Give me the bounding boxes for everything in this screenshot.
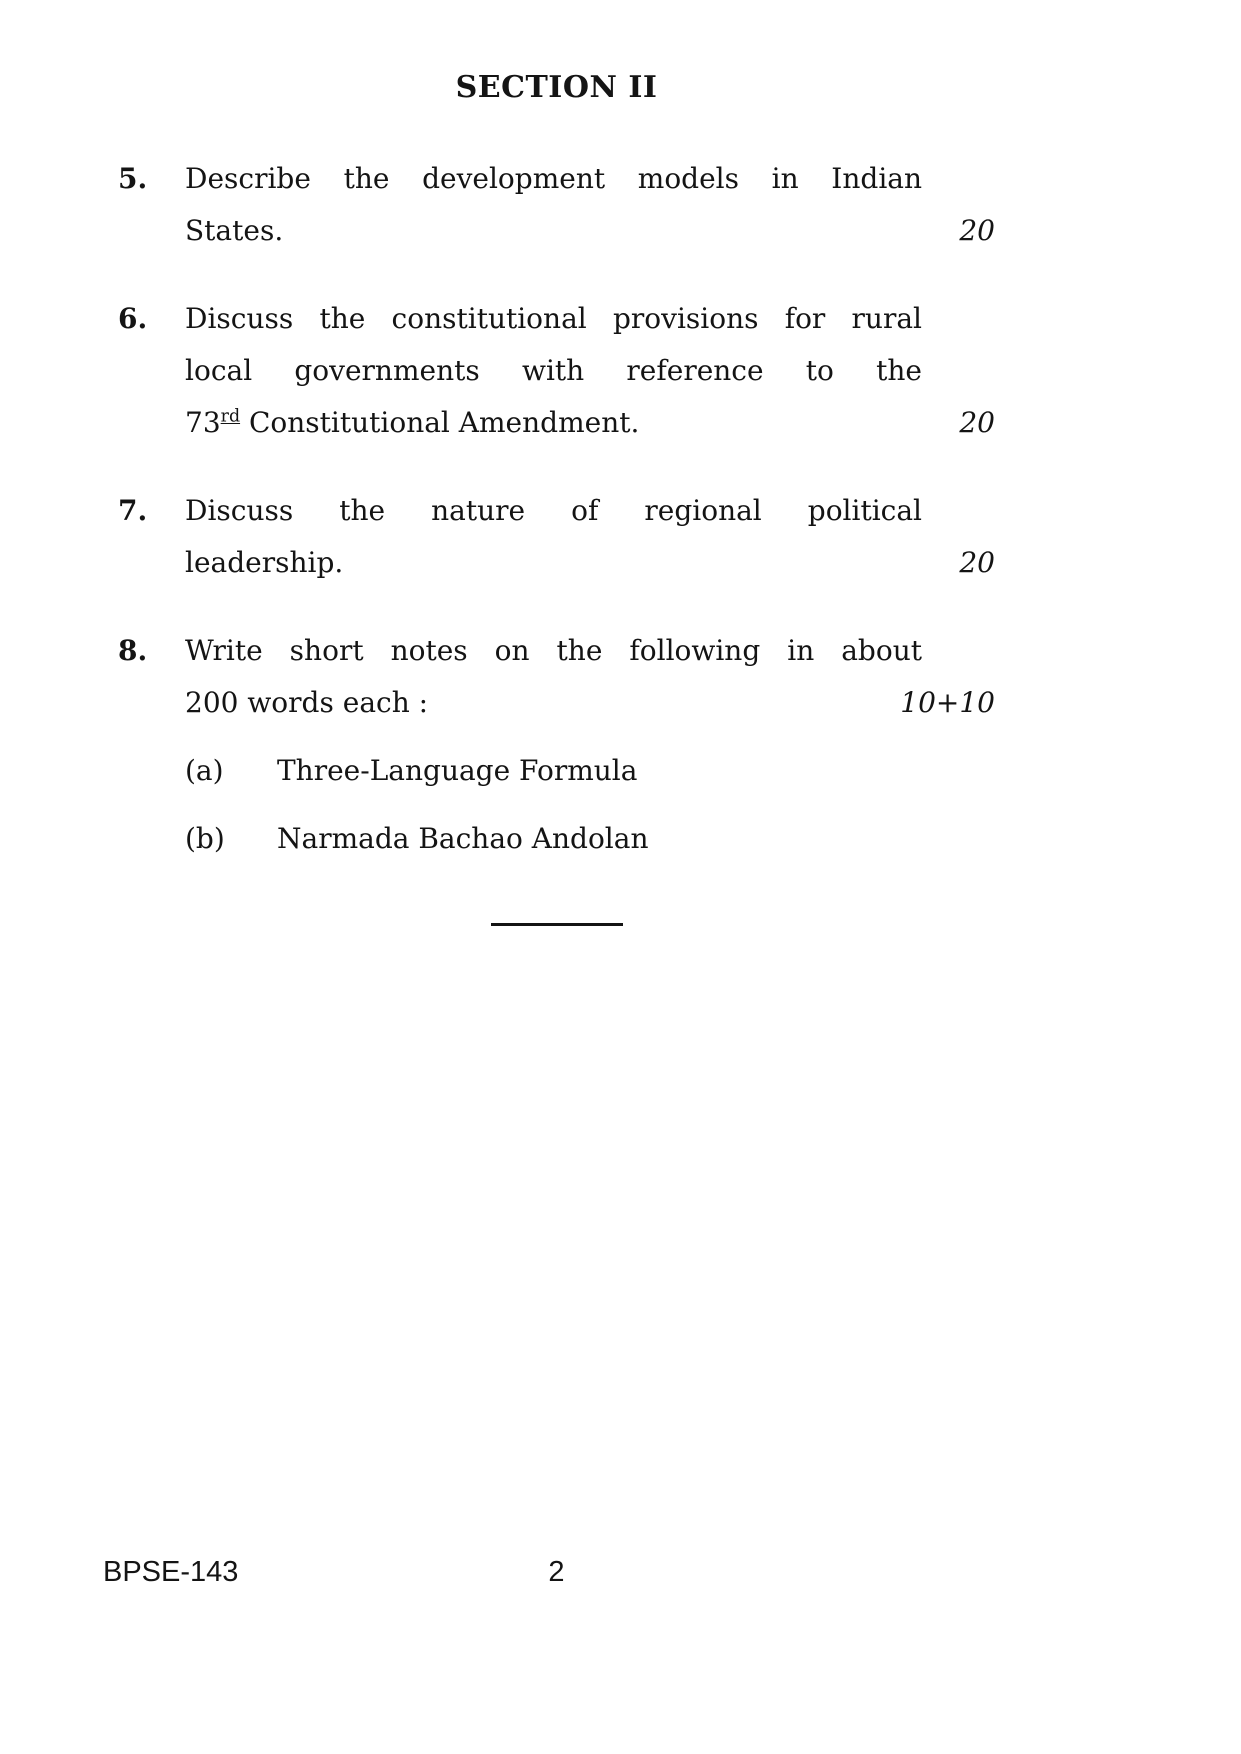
question-text-line: States. — [185, 214, 284, 247]
question-text-wrap — [185, 293, 995, 449]
sub-item-b — [185, 813, 995, 865]
question-number: 5. — [118, 162, 148, 195]
question-text — [185, 153, 922, 257]
question-text-continuation: Constitutional Amendment. — [240, 406, 640, 439]
question-body — [185, 153, 995, 257]
section-title: SECTION II — [455, 70, 658, 105]
sub-item-a — [185, 745, 995, 797]
question-text-line — [185, 397, 922, 449]
page-content — [118, 70, 995, 926]
question-body — [185, 485, 995, 589]
question-text-wrap — [185, 153, 995, 257]
question-number: 7. — [118, 494, 148, 527]
question-body — [185, 625, 995, 865]
ordinal-suffix: rd — [220, 406, 241, 427]
sub-item-text: Three-Language Formula — [277, 754, 638, 787]
question-text-wrap — [185, 485, 995, 589]
question-body — [185, 293, 995, 449]
question-text-line: Describe the development models in Indian — [185, 162, 922, 195]
question-6 — [118, 293, 995, 449]
question-number: 6. — [118, 302, 148, 335]
sub-item-text: Narmada Bachao Andolan — [277, 822, 649, 855]
sub-item-label: (b) — [185, 822, 225, 855]
question-text — [185, 485, 922, 589]
question-text-line: 200 words each : — [185, 686, 429, 719]
question-text-line: leadership. — [185, 546, 344, 579]
question-text — [185, 625, 922, 729]
question-number: 8. — [118, 634, 148, 667]
question-text-wrap — [185, 625, 995, 729]
footer-page-number: 2 — [548, 1556, 565, 1588]
question-text-line: local governments with reference to the — [185, 354, 922, 387]
question-5 — [118, 153, 995, 257]
question-marks: 10+10 — [900, 686, 995, 719]
question-text-line: Discuss the constitutional provisions for rural — [185, 302, 922, 335]
question-7 — [118, 485, 995, 589]
section-end-rule — [491, 923, 623, 926]
question-text-line: Write short notes on the following in about — [185, 634, 922, 667]
question-8 — [118, 625, 995, 865]
question-text — [185, 293, 922, 449]
question-text-line: Discuss the nature of regional political — [185, 494, 922, 527]
footer-course-code: BPSE-143 — [103, 1556, 239, 1588]
question-sub-items — [185, 745, 995, 865]
ordinal-base: 73 — [185, 406, 221, 439]
question-marks: 20 — [959, 546, 995, 579]
sub-item-label: (a) — [185, 754, 224, 787]
question-marks: 20 — [959, 406, 995, 439]
question-marks: 20 — [959, 214, 995, 247]
